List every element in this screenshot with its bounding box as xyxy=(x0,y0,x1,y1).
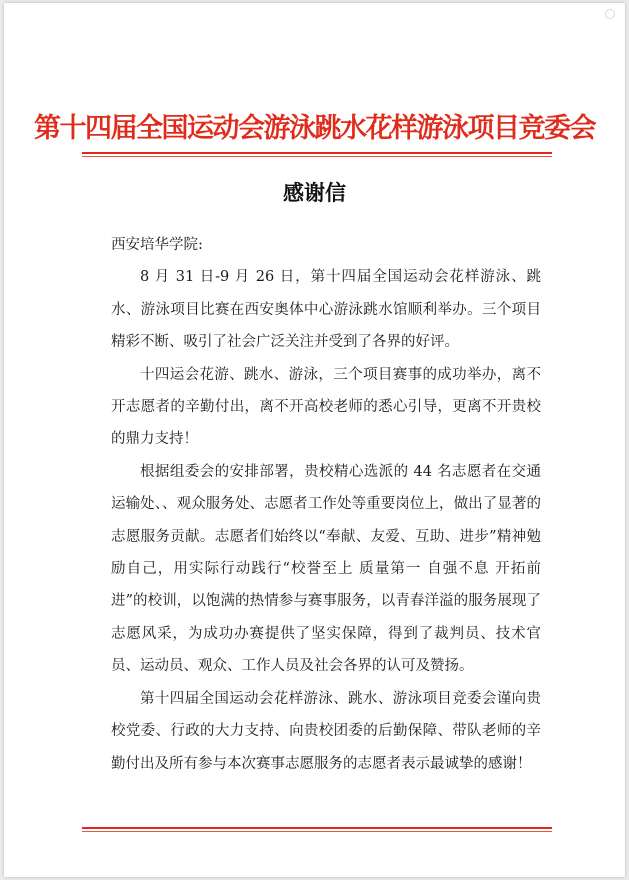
letter-page xyxy=(4,3,625,877)
letterhead-rule-top xyxy=(82,152,552,154)
letter-title: 感谢信 xyxy=(283,181,346,205)
paragraph-2: 十四运会花游、跳水、游泳，三个项目赛事的成功举办，离不开志愿者的辛勤付出，离不开高校老师的悉心引导，更离不开贵校的鼎力支持！ xyxy=(111,366,541,448)
footer-rule xyxy=(82,827,552,829)
corner-mark-icon xyxy=(605,9,615,19)
paragraph-4: 第十四届全国运动会花样游泳、跳水、游泳项目竞委会谨向贵校党委、行政的大力支持、向贵校团委的后勤保障、带队老师的辛勤付出及所有参与本次赛事志愿服务的志愿者表示最诚挚的感谢！ xyxy=(111,690,541,772)
salutation: 西安培华学院: xyxy=(111,237,203,253)
paragraph-3: 根据组委会的安排部署，贵校精心选派的 44 名志愿者在交通运输处、、观众服务处、志愿者工作处等重要岗位上，做出了显著的志愿服务贡献。志愿者们始终以“奉献、友爱、互助、进步”精神勉励自己，用实际行动践行“校誉至上 质量第一 自强不息 开拓前进”的校训，以饱满的热情参与赛事服务，以青春洋溢的服务展现了志愿风采，为成功办赛提供了坚实保障，得到了裁判员、技术官员、运动员、观众、工作人员及社会各界的认可及赞扬。 xyxy=(111,463,541,675)
letterhead-title: 第十四届全国运动会游泳跳水花样游泳项目竞委会 xyxy=(34,113,595,144)
footer-rule-thin xyxy=(82,831,552,832)
letter-body xyxy=(111,229,541,780)
letterhead-rule-top-thin xyxy=(82,156,552,157)
paragraph-1: 8 月 31 日-9 月 26 日，第十四届全国运动会花样游泳、跳水、游泳项目比赛在西安奥体中心游泳跳水馆顺利举办。三个项目精彩不断、吸引了社会广泛关注并受到了各界的好评。 xyxy=(111,269,541,351)
